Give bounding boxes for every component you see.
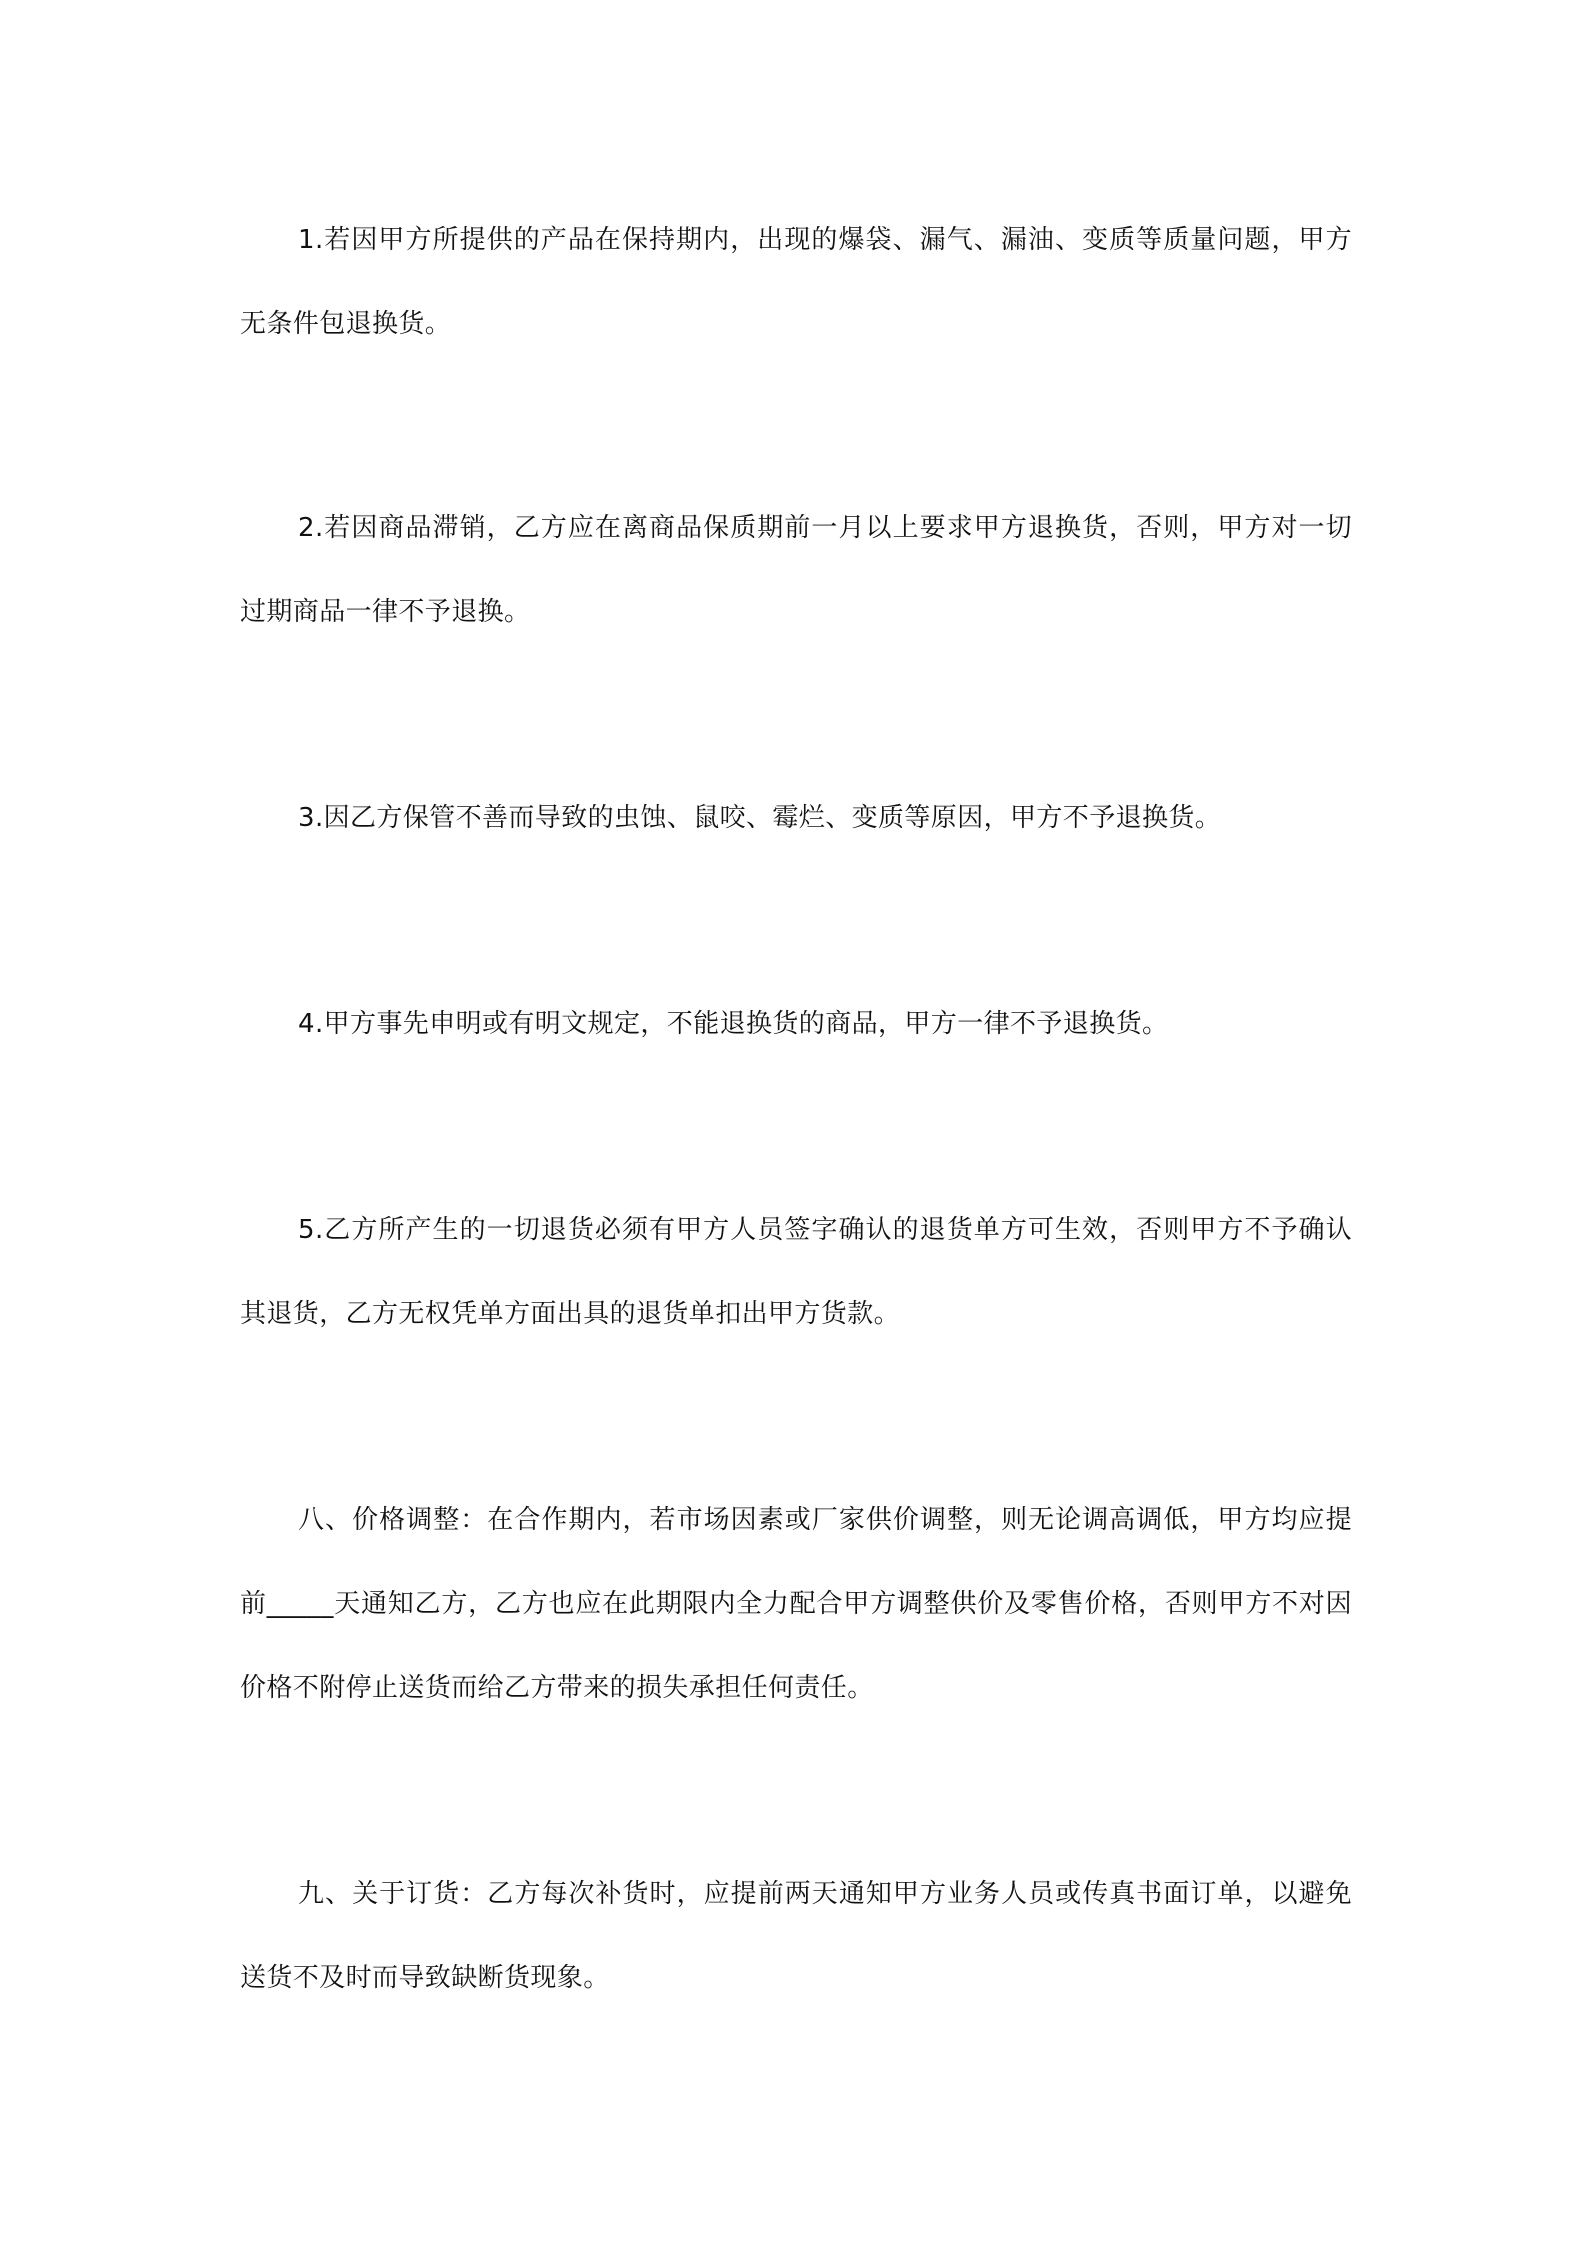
clause-ordering: 九、关于订货：乙方每次补货时，应提前两天通知甲方业务人员或传真书面订单，以避免送货不及时而导致缺断货现象。 bbox=[240, 1879, 1352, 1993]
clause-return-quality: 1.若因甲方所提供的产品在保持期内，出现的爆袋、漏气、漏油、变质等质量问题，甲方无条件包退换货。 bbox=[240, 225, 1352, 339]
clause-price-adjustment: 八、价格调整：在合作期内，若市场因素或厂家供价调整，则无论调高调低，甲方均应提前_____天通知乙方，乙方也应在此期限内全力配合甲方调整供价及零售价格，否则甲方不对因价格不附停止送货而给乙方带来的损失承担任何责任。 bbox=[240, 1505, 1352, 1703]
clause-return-storage: 3.因乙方保管不善而导致的虫蚀、鼠咬、霉烂、变质等原因，甲方不予退换货。 bbox=[298, 803, 1222, 833]
clause-return-excluded: 4.甲方事先申明或有明文规定，不能退换货的商品，甲方一律不予退换货。 bbox=[298, 1009, 1169, 1039]
document-body bbox=[240, 198, 1352, 2020]
clause-return-signature: 5.乙方所产生的一切退货必须有甲方人员签字确认的退货单方可生效，否则甲方不予确认其退货，乙方无权凭单方面出具的退货单扣出甲方货款。 bbox=[240, 1215, 1352, 1329]
clause-return-unsold: 2.若因商品滞销，乙方应在离商品保质期前一月以上要求甲方退换货，否则，甲方对一切过期商品一律不予退换。 bbox=[240, 513, 1352, 627]
